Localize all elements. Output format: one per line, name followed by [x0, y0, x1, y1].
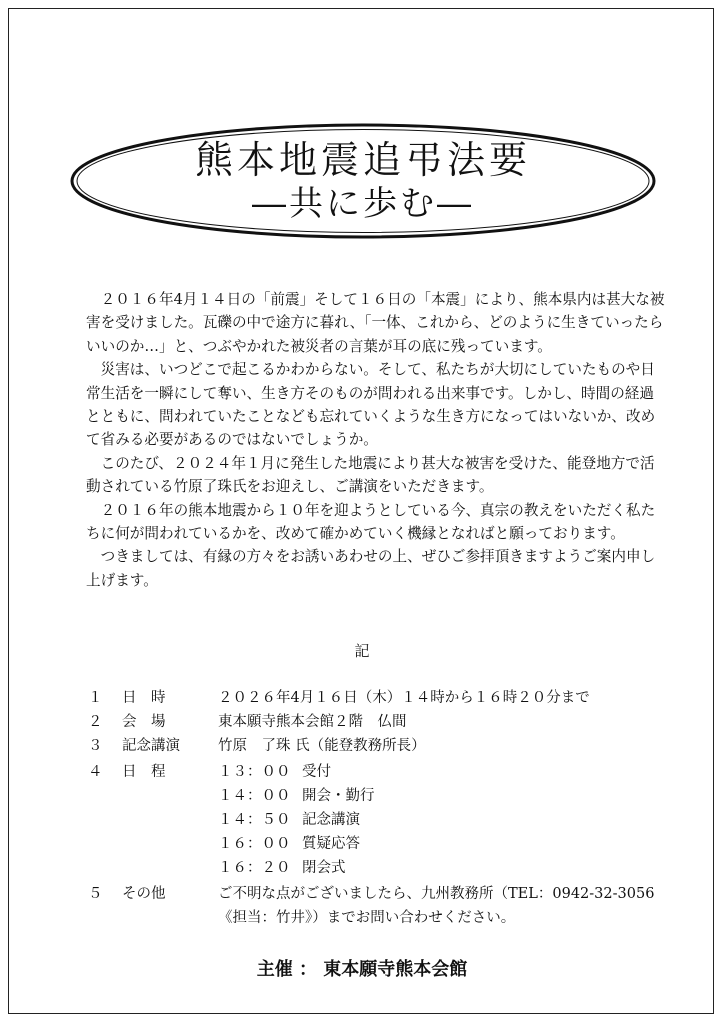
item-value: ２０２６年4月１６日（木）１４時から１６時２０分まで	[218, 690, 590, 706]
sponsor: 主催 ： 東本願寺熊本会館	[256, 959, 468, 980]
schedule-time: １４：００	[218, 788, 291, 804]
schedule-event: 閉会式	[302, 860, 346, 876]
page-subtitle: ―共に歩む―	[252, 184, 474, 224]
schedule-event: 受付	[302, 764, 331, 780]
paragraph: ２０１６年4月１４日の「前震」そして１６日の「本震」により、熊本県内は甚大な被害を受けました。瓦礫の中で途方に暮れ、「一体、これから、どのように生きていったらいいのか…」と、つぶやかれた被災者の言葉が耳の底に残っています。	[86, 291, 665, 355]
schedule-event: 質疑応答	[302, 836, 360, 852]
item-label: 日 時	[122, 690, 166, 706]
schedule-time: １４：５０	[218, 812, 291, 828]
item-label: その他	[122, 886, 166, 902]
ki-heading: 記	[354, 642, 370, 660]
item-number: ５	[88, 886, 103, 902]
item-label: 日 程	[122, 764, 166, 780]
page-title: 熊本地震追弔法要	[194, 138, 531, 182]
item-label: 会 場	[122, 714, 166, 730]
item-number: ２	[88, 714, 103, 730]
item-value: 東本願寺熊本会館２階 仏間	[218, 714, 407, 730]
item-value: ご不明な点がございましたら、九州教務所（TEL：0942-32-3056	[218, 886, 655, 902]
schedule-time: １６：２０	[218, 860, 291, 876]
schedule-event: 記念講演	[302, 812, 360, 828]
schedule-time: １３：００	[218, 764, 291, 780]
paragraph: ２０１６年の熊本地震から１０年を迎ようとしている今、真宗の教えをいただく私たちに何が問われているかを、改めて確かめていく機縁となればと願っております。	[86, 501, 656, 543]
paragraph: つきましては、有縁の方々をお誘いあわせの上、ぜひご参拝頂きますようご案内申し上げます。	[86, 548, 656, 589]
item-value: 竹原 了珠 氏（能登教務所長）	[218, 738, 426, 754]
schedule-time: １６：００	[218, 836, 291, 852]
item-number: １	[88, 690, 103, 706]
item-label: 記念講演	[122, 738, 180, 754]
paragraph: このたび、２０２４年１月に発生した地震により甚大な被害を受けた、能登地方で活動されている竹原了珠氏をお迎えし、ご講演をいただきます。	[86, 454, 655, 496]
item-number: ４	[88, 764, 103, 780]
title-oval	[66, 120, 660, 242]
body-text	[86, 288, 668, 592]
item-value: 《担当：竹井》）までお問い合わせください。	[218, 910, 516, 926]
paragraph: 災害は、いつどこで起こるかわからない。そして、私たちが大切にしていたものや日常生活を一瞬にして奪い、生き方そのものが問われる出来事です。しかし、時間の経過とともに、問われていたことなども忘れていくような生き方になってはいないか、改めて省みる必要があるのではないでしょうか。	[86, 361, 656, 449]
item-number: ３	[88, 738, 103, 754]
schedule-event: 開会・勤行	[302, 788, 375, 804]
